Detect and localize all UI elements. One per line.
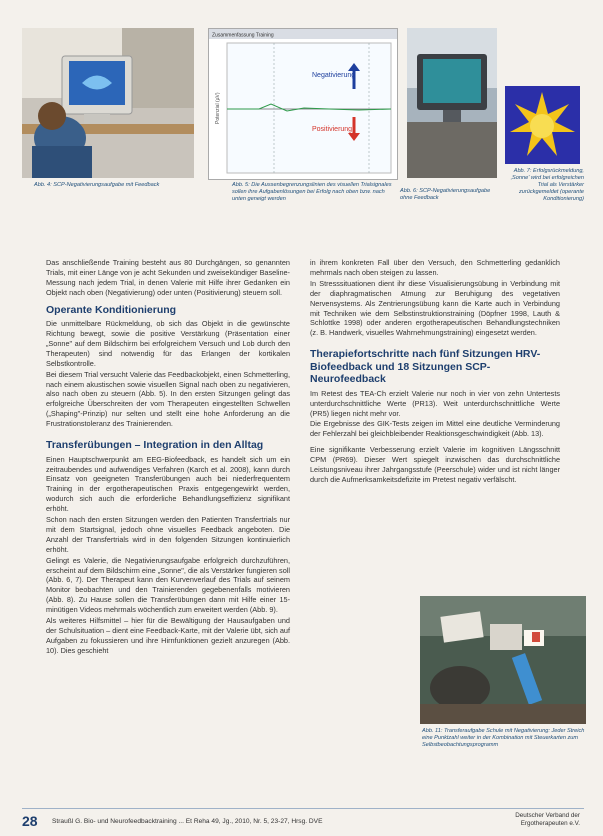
right-column <box>310 258 560 486</box>
fig6-photo <box>407 28 497 178</box>
right-paragraph: Die Ergebnisse des GIK-Tests zeigen im Mittel eine deutliche Verminderung der Fehlerzahl bei gleichbleibender Reaktionsgeschwindigkeit (Abb. 13). <box>310 419 560 439</box>
fig5-header: Zusammenfassung Training <box>212 32 274 39</box>
fig5-label-neg: Negativierung <box>312 72 356 79</box>
right-paragraph: Im Retest des TEA-Ch erzielt Valerie nur noch in vier von zehn Untertests unterdurchschnittliche Werte (PR13). Weit unterdurchschnittliche Werte (PR5) liegen nicht mehr vor. <box>310 388 560 418</box>
right-paragraph: in ihrem konkreten Fall über den Versuch, den Schmetterling gedanklich mehrmals nach oben steigen zu lassen. <box>310 258 560 277</box>
left-paragraph: Schon nach den ersten Sitzungen werden den Patienten Transfertrials nur mit dem Startsignal, jedoch ohne visuelles Feedback angeboten. Die Anzahl der Transfertrials wird in den folgenden Sitzungen kontinuierlich erhöht. <box>46 515 290 554</box>
right-paragraph: Eine signifikante Verbesserung erzielt Valerie im kognitiven Längsschnitt CPM (PR69). Dieser Wert spiegelt inzwischen das durchschnittliche Leistungsniveau ihrer Jahrgangsstufe (Peerschule) wider und ist nicht länger durch die Aufmerksamkeitsdefizite im Pretest negativ verfälscht. <box>310 445 560 484</box>
fig4-caption: Abb. 4: SCP-Negativierungsaufgabe mit Feedback <box>34 182 160 188</box>
fig5-yaxis: Potenzial (µV) <box>215 92 221 124</box>
publisher-line: Deutscher Verband der <box>515 812 580 819</box>
page-footer <box>22 808 584 830</box>
left-paragraph: Gelingt es Valerie, die Negativierungsaufgabe erfolgreich durchzuführen, erscheint auf dem Bildschirm eine „Sonne", die als Verstärker fungieren soll (Abb. 6, 7). Der Therapeut kann den Kurvenverlauf des Trials auf seinem Monitor beobachten und den Trainierenden gegebenenfalls motivieren (Abb. 8). Zu Hause sollen die Transferübungen dann mit Hilfe einer 15-minütigen Videos mehrmals wöchentlich zum erweitert werden (Abb. 9). <box>46 555 290 615</box>
fig5-chart <box>208 28 398 180</box>
fig6-caption: Abb. 6: SCP-Negativierungsaufgabe ohne Feedback <box>400 188 491 201</box>
section-heading: Operante Konditionierung <box>46 303 177 316</box>
fig4-photo <box>22 28 194 178</box>
left-column <box>46 258 290 657</box>
citation: Straußl G. Bio- und Neurofeedbacktraining ... Et Reha 49, Jg., 2010, Nr. 5, 23-27, Hrsg. DVE <box>52 818 323 825</box>
left-paragraph: Das anschließende Training besteht aus 80 Durchgängen, so genannten Trials, mit einer Länge von je acht Sekunden und zweisekündiger Baseline-Messung nach jedem Trial, in denen Valerie mit Hilfe ihrer Gedanken ein Objekt nach oben (Negativierung) oder unten (Positivierung) steuern soll. <box>46 258 290 297</box>
fig5-caption: Abb. 5: Die Aussenbegrenzungslinien des visuellen Trialsignales sollen ihre Aufgabenlösungen bei Erfolg nach oben bzw. nach unten geneigt werden <box>232 182 392 202</box>
fig11-photo <box>420 596 586 724</box>
left-paragraph: Einen Hauptschwerpunkt am EEG-Biofeedback, es handelt sich um ein zeitraubendes und aufwendiges Verfahren (Karch et al. 2008), kann durch Einsatz von geeigneten Transferübungen auch bei niederfrequentem Training in der ergotherapeutischen Praxis entgegengewirkt werden, wodurch sich auch die erforderliche Behandlungseffizienz signifikant erhöht. <box>46 454 290 514</box>
fig7-sun-image <box>505 86 580 164</box>
publisher <box>515 812 580 827</box>
publisher-line: Ergotherapeuten e.V. <box>520 819 580 827</box>
section-heading: Therapiefortschritte nach fünf Sitzungen HRV-Biofeedback und 18 Sitzungen SCP-Neurofeedback <box>310 348 541 386</box>
left-paragraph: Die unmittelbare Rückmeldung, ob sich das Objekt in die gewünschte Richtung bewegt, sowie die positive Verstärkung (Präsentation einer „Sonne" auf dem Bildschirm bei erfolgreichem Versuch und Lob durch den Therapeuten) sind notwendig für das Erlangen der kortikalen Selbstkontrolle. <box>46 319 290 368</box>
section-heading: Transferübungen – Integration in den Alltag <box>46 439 264 452</box>
right-paragraph: In Stresssituationen dient ihr diese Visualisierungsübung in Verbindung mit der diaphragmatischen Atmung zur Beruhigung des vegetativen Nervensystems. Als Zentrierungsübung kann die Karte auch in Verbindung mit Techniken wie dem Selbstinstruktionstraining (Döpfner 1998, Lauth & Schlottke 1998) oder anderen ergotherapeutischen Behandlungstechniken (z. B. Handwerk, visuelles Wahrnehmungstraining) eingesetzt werden. <box>310 278 560 338</box>
page-number: 28 <box>22 813 38 829</box>
fig7-caption: Abb. 7: Erfolgsrückmeldung, ‚Sonne' wird bei erfolgreichen Trial als Verstärker zurückgemeldet (operante Konditionierung) <box>510 168 584 202</box>
figure-band <box>22 28 584 230</box>
fig11-caption: Abb. 11: Transferaufgabe Schule mit Negativierung: Jeder Streich eine Punktzahl weiter in der Kombination mit Steuerkarten zum Selbstbeobachtungsprogramm <box>422 728 585 748</box>
left-paragraph: Bei diesem Trial versucht Valerie das Feedbackobjekt, einen Schmetterling, nach einem akustischen sowie visuellen Signal nach oben zu negativieren, also nach oben zu steuern (Abb. 5). In den ersten Sitzungen gelingt das erfolgreiche Überschreiten der vom Therapeuten eingestellten Schwellen („Shaping"-Prinzip) nur selten und stellt eine hohe Anforderung an die Frustrationstoleranz des Trainierenden. <box>46 369 290 429</box>
fig5-label-pos: Positivierung <box>312 126 353 133</box>
left-paragraph: Als weiteres Hilfsmittel – hier für die Bewältigung der Hausaufgaben und der Schulsituation – dient eine Feedback-Karte, mit der Valerie übt, sich auf Aufgaben zu fokussieren und ihre Hirnfunktionen gezielt anzuregen (Abb. 10). Dies geschieht <box>46 616 290 655</box>
